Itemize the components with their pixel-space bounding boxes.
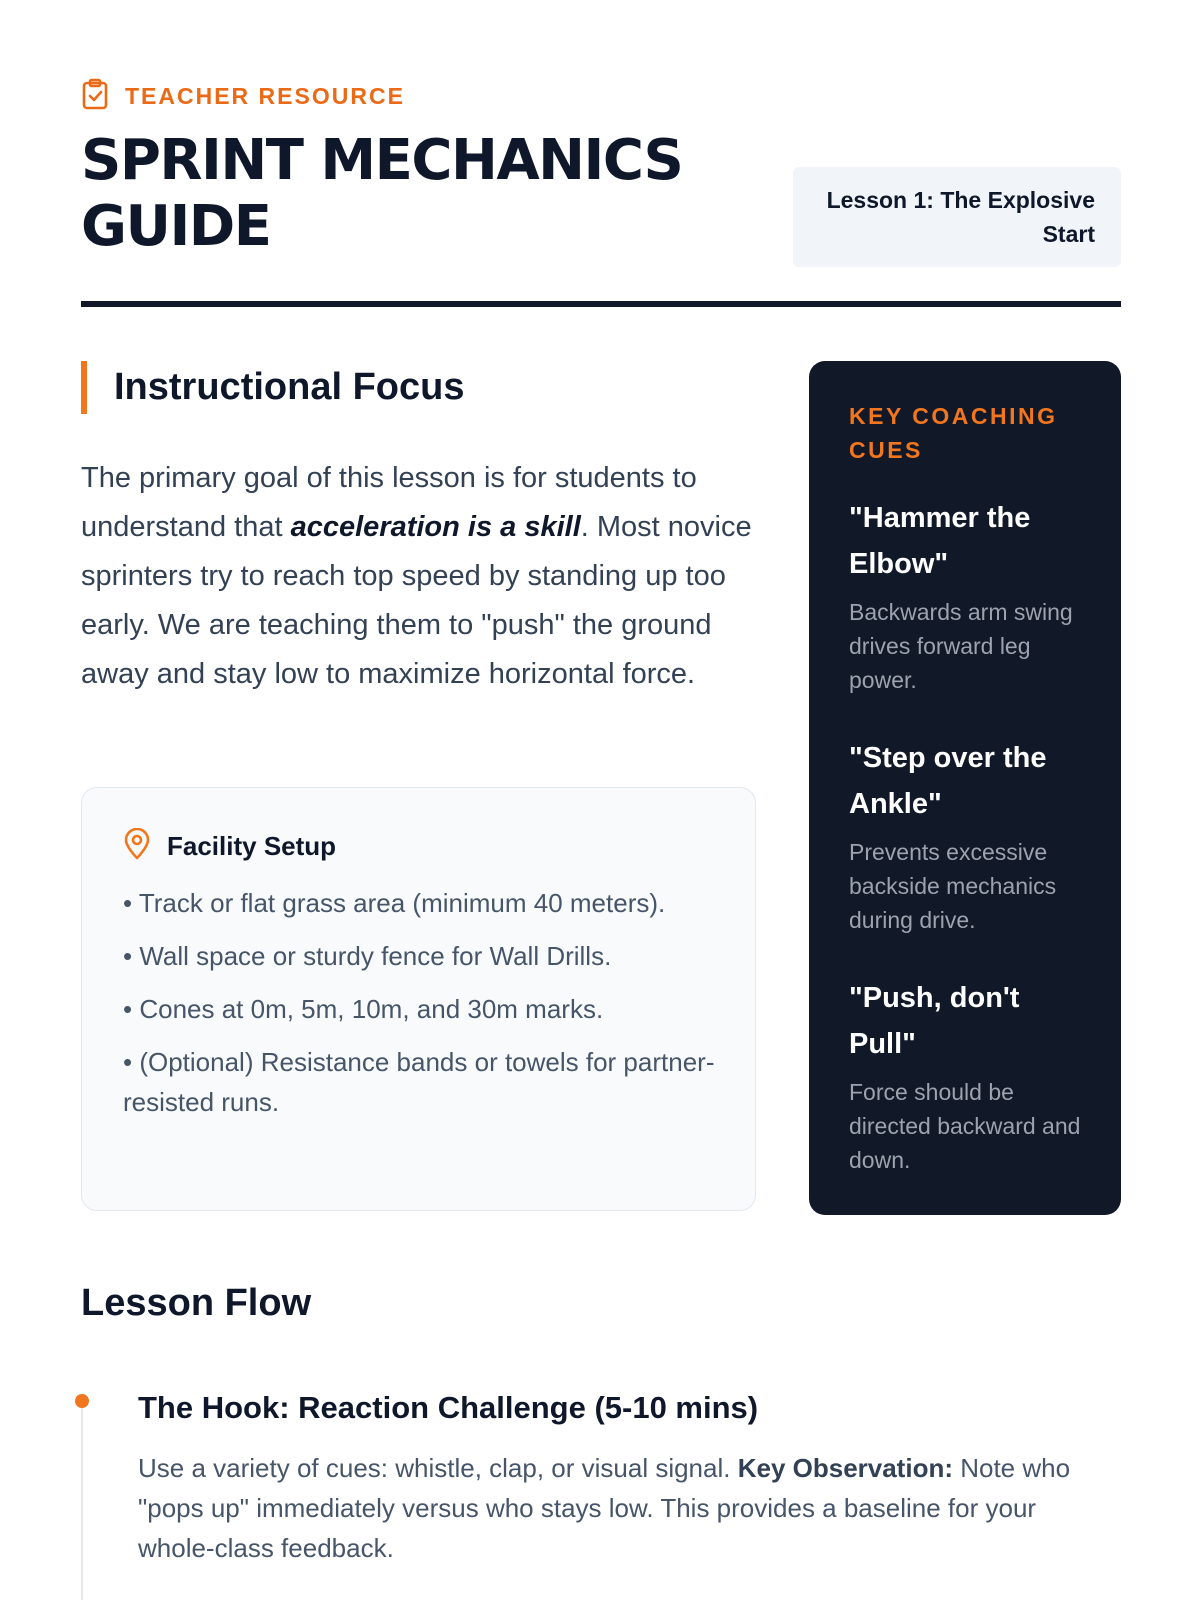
page-title: SPRINT MECHANICS GUIDE [81,128,683,259]
flow-step-text-start: Use a variety of cues: whistle, clap, or visual signal. [138,1453,738,1483]
cues-label: KEY COACHING CUES [849,403,1058,463]
coaching-cues-panel [809,361,1121,1215]
list-item: • Wall space or sturdy fence for Wall Drills. [123,941,612,971]
clipboard-check-icon [81,78,109,115]
lesson-badge: Lesson 1: The Explosive Start [793,167,1121,267]
cue-title: "Push, don't Pull" [849,982,1020,1060]
list-item: • (Optional) Resistance bands or towels for partner-resisted runs. [123,1047,715,1117]
facility-setup-card [81,787,756,1211]
flow-step-text-end: Note who "pops up" immediately versus who stays low. This provides a baseline for your whole-class feedback. [138,1453,1071,1563]
page-header [81,78,1121,259]
timeline-line [81,1400,83,1600]
flow-step-body [138,1448,1098,1568]
focus-paragraph [81,454,761,699]
section-accent-bar [81,361,87,414]
cue-description: Force should be directed backward and down. [849,1079,1081,1173]
focus-heading: Instructional Focus [114,366,465,408]
cue-item [849,735,1081,937]
focus-emphasis: acceleration is a skill [290,511,581,543]
lesson-flow-heading: Lesson Flow [81,1282,312,1324]
facility-title: Facility Setup [167,831,337,861]
focus-text-start: The primary goal of this lesson is for students to understand that [81,462,697,543]
facility-header [123,828,715,865]
cue-item [849,975,1081,1177]
cue-title: "Hammer the Elbow" [849,502,1031,580]
cue-description: Backwards arm swing drives forward leg power. [849,599,1073,693]
cue-title: "Step over the Ankle" [849,742,1047,820]
flow-step-key-label: Key Observation: [737,1453,953,1483]
flow-step-title: The Hook: Reaction Challenge (5-10 mins) [138,1390,759,1425]
focus-text-end: . Most novice sprinters try to reach top speed by standing up too early. We are teaching them to "push" the ground away and stay low to maximize horizontal force. [81,511,752,690]
list-item: • Cones at 0m, 5m, 10m, and 30m marks. [123,994,604,1024]
header-divider [81,301,1121,307]
cue-item [849,495,1081,697]
eyebrow-label: TEACHER RESOURCE [125,82,405,109]
timeline-dot [75,1394,89,1408]
cue-description: Prevents excessive backside mechanics during drive. [849,839,1057,933]
eyebrow [81,78,1121,114]
map-pin-icon [123,828,151,865]
facility-list [123,883,715,1122]
list-item: • Track or flat grass area (minimum 40 meters). [123,888,666,918]
